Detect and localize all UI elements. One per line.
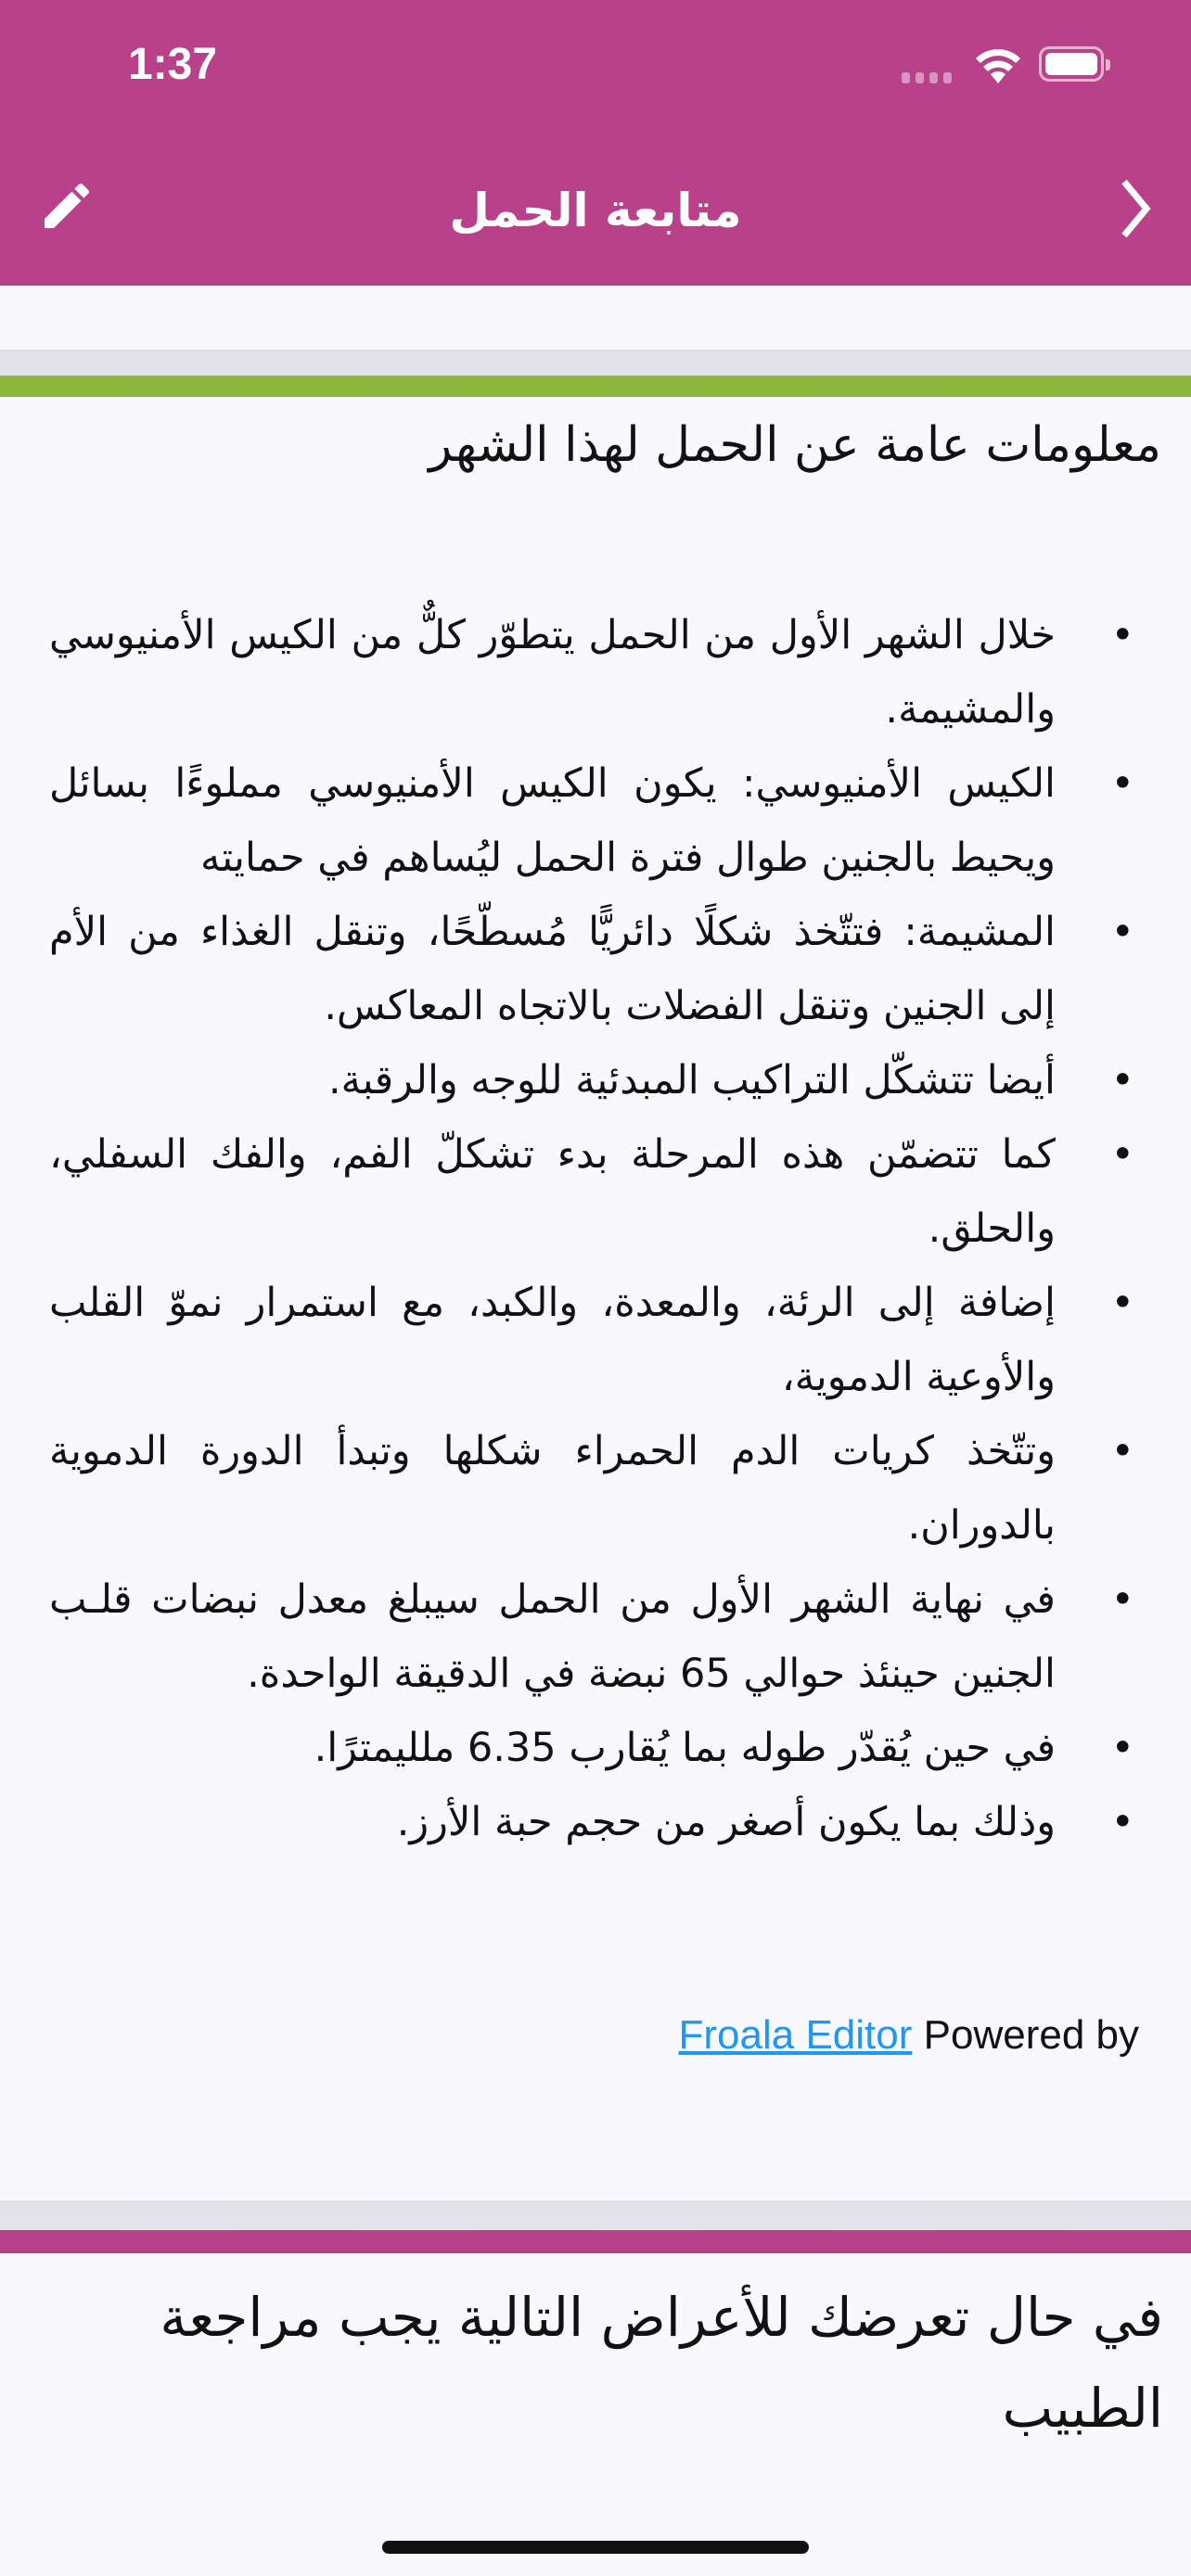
list-item: • إضافة إلى الرئة، والمعدة، والكبد، مع استمرار نموّ القلب والأوعية الدموية، bbox=[49, 1266, 1153, 1414]
list-item: • كما تتضمّن هذه المرحلة بدء تشكلّ الفم، والفك السفلي، والحلق. bbox=[49, 1117, 1153, 1266]
home-indicator[interactable] bbox=[382, 2541, 809, 2554]
list-item: • الكيس الأمنيوسي: يكون الكيس الأمنيوسي مملوءًا بسائل ويحيط بالجنين طوال فترة الحمل ليُساهم في حمايته bbox=[49, 746, 1153, 895]
list-item: • في نهاية الشهر الأول من الحمل سيبلغ معدل نبضات قلـب الجنين حينئذ حوالي 65 نبضة في الدقيقة الواحدة. bbox=[49, 1562, 1153, 1711]
status-time: 1:37 bbox=[128, 40, 218, 89]
list-item: • خلال الشهر الأول من الحمل يتطوّر كلٌّ من الكيس الأمنيوسي والمشيمة. bbox=[49, 598, 1153, 746]
battery-icon bbox=[1039, 46, 1104, 82]
powered-by-label: Powered by bbox=[923, 2012, 1139, 2058]
chevron-right-icon[interactable] bbox=[1117, 176, 1154, 241]
divider bbox=[0, 350, 1191, 376]
list-item: • وذلك بما يكون أصغر من حجم حبة الأرز. bbox=[49, 1785, 1153, 1859]
info-list bbox=[49, 598, 1153, 1859]
wifi-icon bbox=[972, 45, 1024, 85]
app-header bbox=[0, 0, 1191, 286]
list-item: • في حين يُقدّر طوله بما يُقارب 6.35 ملليمترًا. bbox=[49, 1711, 1153, 1785]
list-item: • المشيمة: فتتّخذ شكلًا دائريًّا مُسطّحًا، وتنقل الغذاء من الأم إلى الجنين وتنقل الفضلات بالاتجاه المعاكس. bbox=[49, 895, 1153, 1043]
section-accent-bar bbox=[0, 376, 1191, 397]
divider bbox=[0, 2200, 1191, 2230]
section-heading: معلومات عامة عن الحمل لهذا الشهر bbox=[429, 417, 1161, 473]
powered-by bbox=[679, 2012, 1139, 2059]
cellular-signal-icon bbox=[902, 72, 952, 83]
froala-editor-link[interactable]: Froala Editor bbox=[678, 2012, 913, 2058]
section-heading: في حال تعرضك للأعراض التالية يجب مراجعة الطبيب bbox=[160, 2286, 1163, 2440]
list-item: • وتتّخذ كريات الدم الحمراء شكلها وتبدأ الدورة الدموية بالدوران. bbox=[49, 1414, 1153, 1562]
page-title: متابعة الحمل bbox=[449, 184, 742, 237]
list-item: • أيضا تتشكّل التراكيب المبدئية للوجه والرقبة. bbox=[49, 1043, 1153, 1117]
section-accent-bar bbox=[0, 2230, 1191, 2253]
